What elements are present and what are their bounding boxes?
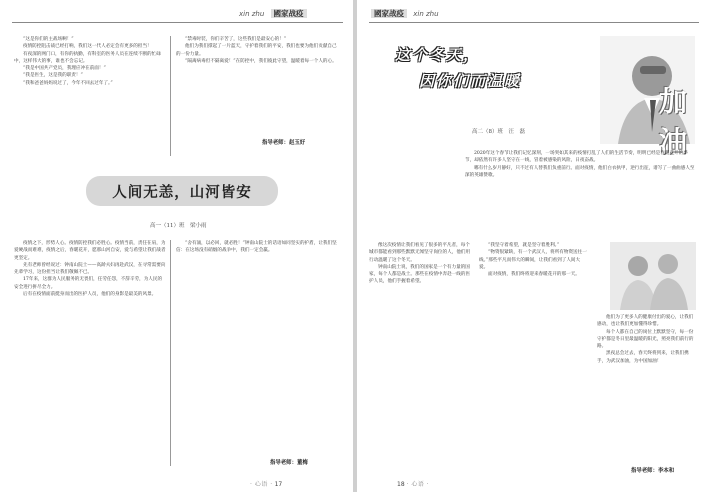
column-divider [170, 36, 171, 156]
paragraph: 像这次疫情让我们看见了很多的平凡者，每个城市都能看到那些默默无闻坚守岗位的人，他们用行动温暖了这个冬天。 [369, 243, 471, 263]
header-section: 國家战疫 [271, 9, 307, 18]
paragraph: 后有在疫情面前挺身而出的医护人员，他们的身影是最美的风景。 [23, 292, 157, 298]
paragraph: “隔离病毒但不隔离爱！”在防控中，我们彼此守望，温暖着每一个人的心。 [185, 58, 337, 64]
page-number: 18 [397, 481, 405, 488]
paragraph: 黑夜总会过去，春天终将到来，让我们携手，为武汉加油，为中国加油！ [597, 351, 689, 364]
bottom-signature: 指导老师：李本和 [631, 468, 675, 474]
paragraph: 他们为了更多人的健康付出的爱心，让我们感动，也让我们更加懂得珍惜。 [597, 315, 694, 328]
hero-title-line-1: 这个冬天， [395, 46, 481, 64]
article-bottom-column-1 [14, 240, 166, 468]
article-title: 人间无恙，山河皆安 [112, 183, 252, 201]
article-bottom-column-2 [176, 240, 338, 370]
header-rule [369, 22, 699, 23]
left-page [0, 0, 353, 492]
right-page [357, 0, 711, 492]
header-section: 國家战疫 [371, 9, 407, 18]
page-number: 17 [274, 481, 283, 488]
paragraph: 钟南山院士说，我们的国家是一个有力量的国家，每个人都是战士。那些在疫情中奔赴一线的医护人员，他们手握着希望。 [369, 264, 471, 285]
article-byline: 高一（11）班 梁小雨 [150, 223, 207, 229]
paragraph: “我是中国共产党员，我理应冲在前面！” [23, 66, 106, 72]
paragraph: “物资很紧缺，有一个武汉人，将所有物资送往一线。”那些平凡而伟大的瞬间，让我们看到了人间大爱。 [479, 250, 587, 270]
paragraph: 17年来，这群为人民服务的无畏们，任劳任怨，不辞辛劳，为人民的安全进行拼尽全力。 [14, 277, 163, 290]
paragraph: “这是你们的主战场啊！” [23, 37, 74, 42]
right-page-header [371, 8, 443, 22]
article-column-2 [479, 242, 589, 470]
bottom-signature: 指导老师：董梅 [270, 460, 308, 466]
paragraph: 先有老师曾经说过：钟南山院士——高龄夫妇再赴武汉，在寻常需要向先辈学习，这份担当让我们敬佩不已。 [14, 262, 166, 276]
article-intro [465, 150, 695, 236]
left-page-header [235, 8, 307, 22]
article-top-column-2 [176, 36, 338, 136]
article-byline: 高二（8）班 汪 磊 [472, 129, 525, 135]
paragraph: “禁毒时装，你们辛苦了，这些我们是最安心的！” [185, 37, 287, 42]
paragraph: “舍有涌，以必回，就必胜！”钟南山院士的话语如同坚实的护盾，让我们坚信：在这场没有硝烟的战争中，我们一定会赢。 [176, 241, 337, 254]
paragraph: 疫情之下，形势人心。疫情防控我们必胜心。疫情当前，责任在肩，为爱硬战而难难，疫情之后，春暖花开，愿那山河自安，爱与希望让我们战者更坚定。 [14, 241, 166, 261]
header-pinyin: xin zhu [413, 10, 439, 18]
article-top-column-1 [14, 36, 166, 156]
paragraph: “我是医生，这是我的职责！” [23, 73, 83, 79]
paragraph: 疫情防控阻击战已经打响，我们这一代人必定会有更多的担当！ [23, 44, 152, 50]
jiayou-text: 加油 [659, 85, 688, 158]
header-pinyin: xin zhu [239, 10, 265, 18]
paragraph: “我和爸爸妈妈说过了，今年不回去过年了。” [23, 80, 113, 86]
medical-staff-photo [610, 242, 696, 310]
paragraph: 2020年这个春节让我们记忆深刻，一场突如其来的疫情打乱了人们的生活节奏，明明已经是春暖花开的季节，却依然有许多人坚守在一线，冒着被感染的风险，日夜奋战。 [465, 151, 688, 164]
paragraph: “我坚守着希望，就是坚守着胜利。” [488, 243, 560, 248]
hero-title-line-2: 因你们而温暖 [419, 72, 522, 90]
footer-label: · 心语 · [250, 481, 273, 488]
paragraph: 有夜深的网门口，有你的执勤，有科室的医务人员在连续不断的忙碌中，这样伟大的事，谁也不会忘记。 [14, 51, 161, 64]
paragraph: 他们为我们撑起了一片蓝天，守护着我们的平安，我们也要为他们贡献自己的一份力量。 [176, 44, 337, 57]
paragraph: 哪有什么岁月静好，只不过有人替我们负重前行。面对疫情，他们白衣执甲，逆行出征，谱写了一曲曲感人至深的英雄赞歌。 [465, 165, 695, 178]
header-rule [12, 22, 343, 23]
top-signature: 指导老师：赵玉好 [262, 140, 306, 146]
article-column-3 [597, 314, 697, 464]
article-title-banner [86, 176, 278, 206]
paragraph: 面对疫情，我们终将迎来春暖花开的那一天。 [488, 272, 580, 278]
paragraph: 每个人都在自己的岗位上默默坚守，每一份守护都是冬日里最温暖的阳光，照亮我们前行的路。 [597, 329, 694, 350]
right-page-footer [397, 479, 429, 489]
footer-label: · 心语 · [406, 481, 430, 488]
left-page-footer [250, 479, 282, 489]
article-column-1 [369, 242, 473, 470]
column-divider [170, 240, 171, 466]
